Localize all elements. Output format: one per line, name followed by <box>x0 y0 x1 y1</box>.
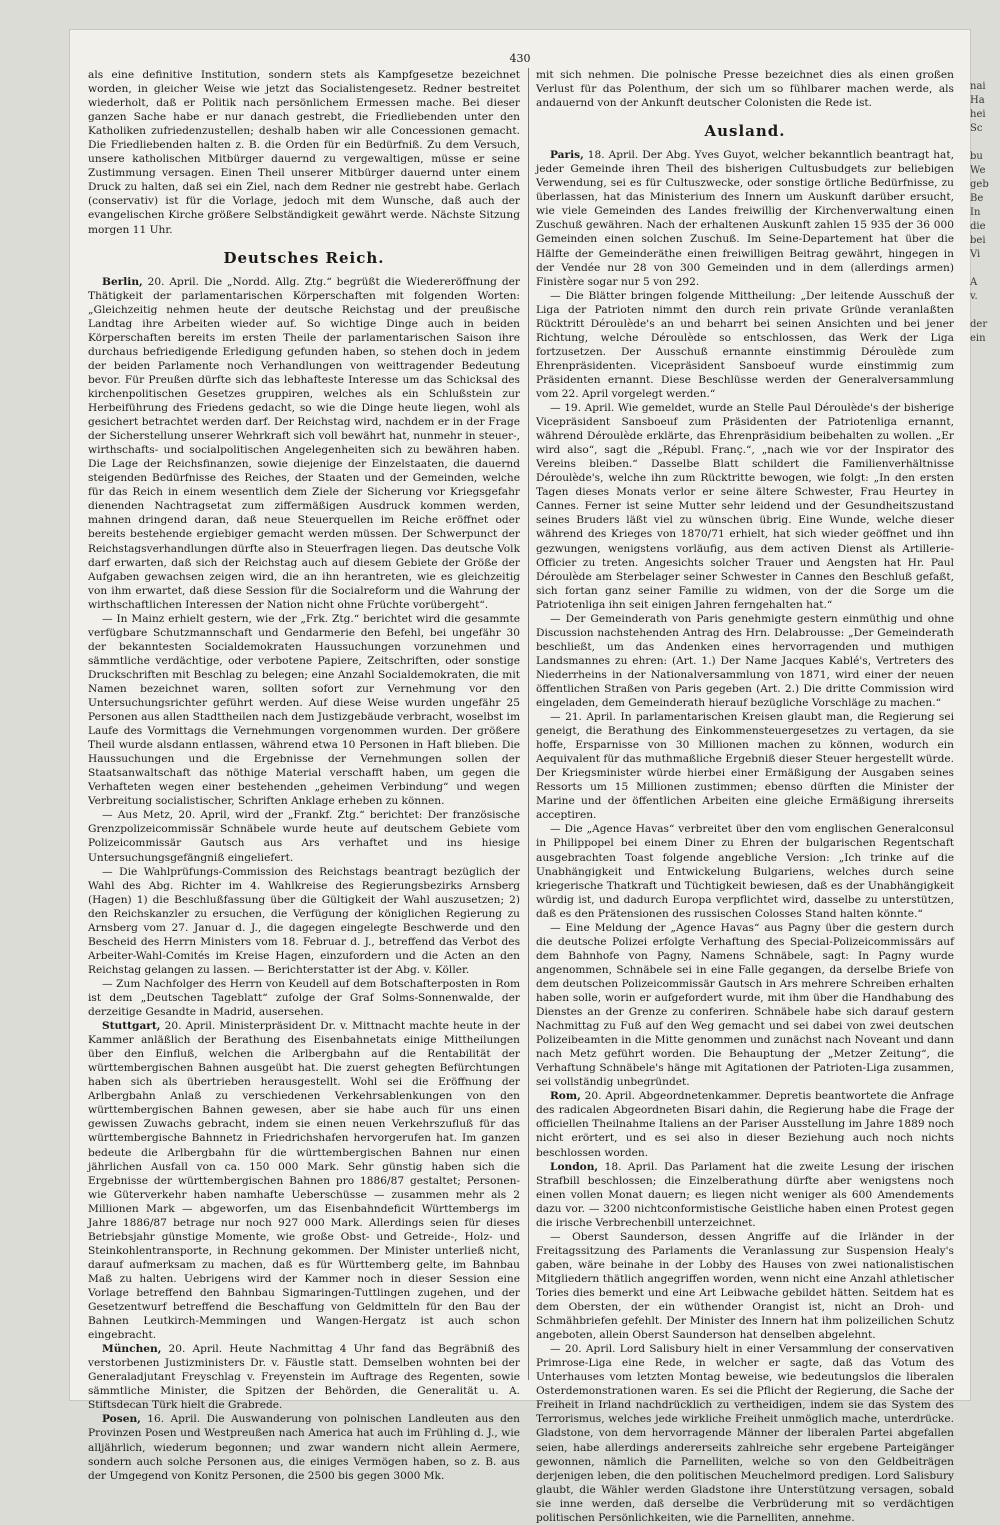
paragraph-text: 20. April. Die „Nordd. Allg. Ztg.“ begrüßt die Wiedereröffnung der Thätigkeit der parlamentarischen Körperschaften mit folgenden Worten: „Gleichzeitig nehmen heute der deutsche Reichstag und der preußische Landtag ihre Arbeiten wieder auf. So wichtige Dinge auch in beiden Körperschaften bereits im ersten Theile der parlamentarischen Saison ihre durchaus befriedigende Erledigung gefunden haben, so stehen doch in jedem der beiden Parlamente noch Verhandlungen von weittragender Bedeutung bevor. Für Preußen dürfte sich das lebhafteste Interesse um das Schicksal des kirchenpolitischen Gesetzes gruppiren, welches als ein Schlußstein zur Herbeiführung des Friedens gedacht, so wie die Dinge heute liegen, wohl als gesichert betrachtet werden darf. Der Reichstag wird, nachdem er in der Frage der Sicherstellung unserer Wehrkraft sich voll bewährt hat, nunmehr in steuer-, wirthschafts- und socialpolitischen Angelegenheiten sich zu bewähren haben. Die Lage der Reichsfinanzen, sowie diejenige der Einzelstaaten, die dauernd steigenden Bedürfnisse des Reiches, der Staaten und der Gemeinden, welche für das Reich in einem wesentlich dem Ziele der Sicherung vor Kriegsgefahr dienenden Nachtragsetat zum ziffermäßigen Ausdruck kommen werden, mahnen dringend daran, daß neue Steuerquellen im Reiche eröffnet oder bereits bestehende ergiebiger gemacht werden müssen. Der Schwerpunct der Reichstagsverhandlungen dürfte also in Steuerfragen liegen. Das deutsche Volk darf erwarten, daß sich der Reichstag auch auf diesem Gebiete der Größe der Aufgaben gewachsen zeigen wird, die an ihn herantreten, wie es gleichzeitig von ihm erwartet, daß diese Session für die Socialreform und die Wahrung der wirthschaftlichen Interessen der Nation nicht ohne Früchte vorübergeht“. <box>88 275 520 611</box>
article-paragraph <box>536 148 954 288</box>
margin-fragment: In <box>970 207 981 218</box>
article-paragraph <box>536 612 954 710</box>
paragraph-text: — 19. April. Wie gemeldet, wurde an Stelle Paul Déroulède's der bisherige Vicepräsident Sansboeuf zum Präsidenten der Patriotenliga ernannt, während Déroulède erklärte, das Ehrenpräsidium beibehalten zu wollen. „Er wird also“, sagt die „Républ. Franç.“, „nach wie vor der Inspirator des Vereins bleiben.“ Dasselbe Blatt schildert die Familienverhältnisse Déroulède's, welche ihn zum Rücktritte bewogen, wie folgt: „In den ersten Tagen dieses Monats verlor er seine ältere Schwester, Frau Heurtey in Cannes. Ferner ist seine Mutter sehr leidend und der Gesundheitszustand seines Bruders läßt viel zu wünschen übrig. Eine Wunde, welche dieser während des Krieges von 1870/71 erhielt, hat sich wieder geöffnet und ihn gezwungen, wenigstens vorläufig, aus dem activen Dienst als Artillerie-Officier zu treten. Angesichts solcher Trauer und Aengsten hat Hr. Paul Déroulède am Sterbelager seiner Schwester in Cannes den Beschluß gefaßt, sich fortan ganz seiner Familie zu widmen, von der die Sorge um die Patriotenliga ihn seit einigen Jahren ferngehalten hat.“ <box>536 402 954 611</box>
paragraph-text: — Die Blätter bringen folgende Mittheilung: „Der leitende Ausschuß der Liga der Patrioten nimmt den durch rein private Gründe veranlaßten Rücktritt Déroulède's an und beharrt bei seinen Ansichten und bei jener Richtung, welche Déroulède so entschlossen, das Werk der Liga fortzusetzen. Der Ausschuß ernannte einstimmig Déroulède zum Ehrenpräsidenten. Vicepräsident Sansboeuf wurde einstimmig zum Präsidenten ernannt. Diese Beschlüsse werden der Generalversammlung vom 22. April vorgelegt werden.“ <box>536 289 954 400</box>
margin-fragment: Be <box>970 193 984 204</box>
margin-fragment: die <box>970 221 986 232</box>
article-paragraph <box>536 710 954 822</box>
dateline-place: Posen, <box>102 1413 141 1426</box>
right-column <box>536 68 954 1524</box>
margin-fragment: nai <box>970 81 986 92</box>
paragraph-text: mit sich nehmen. Die polnische Presse bezeichnet dies als einen großen Verlust für das Polenthum, der sich um so fühlbarer machen werde, als andauernd von der Ankunft deutscher Colonisten die Rede ist. <box>536 69 954 110</box>
paragraph-text: — 21. April. In parlamentarischen Kreisen glaubt man, die Regierung sei geneigt, die Berathung des Einkommensteuergesetzes zu vertagen, da sie hoffe, Ersparnisse von 30 Millionen machen zu können, wodurch ein Aequivalent für das muthmaßliche Ergebniß dieser Steuer hergestellt würde. Der Kriegsminister würde hierbei einer Ermäßigung der Ausgaben seines Ressorts um 15 Millionen zustimmen; ebenso dürften die Minister der Marine und der öffentlichen Arbeiten eine gleiche Ermäßigung ihrerseits acceptiren. <box>536 711 954 822</box>
section-heading: Ausland. <box>704 122 786 141</box>
margin-fragment: hei <box>970 109 986 120</box>
dateline-place: Rom, <box>550 1090 581 1103</box>
paragraph-text: — Aus Metz, 20. April, wird der „Frankf. Ztg.“ berichtet: Der französische Grenzpolizeicommissär Schnäbele wurde heute auf deutschem Gebiete vom Polizeicommissär Gautsch aus Ars verhaftet und ins hiesige Untersuchungsgefängniß eingeliefert. <box>88 809 520 864</box>
article-paragraph <box>88 1412 520 1482</box>
paragraph-text: — Der Gemeinderath von Paris genehmigte gestern einmüthig und ohne Discussion nachstehenden Antrag des Hrn. Delabrousse: „Der Gemeinderath beschließt, um das Andenken eines hervorragenden und muthigen Landsmannes zu ehren: (Art. 1.) Der Name Jacques Kablé's, Vertreters des Niederrheins in der Nationalversammlung von 1871, wird einer der neuen öffentlichen Straßen von Paris gegeben (Art. 2.) Die dritte Commission wird eingeladen, dem Gemeinderath hierauf bezügliche Vorschläge zu machen.“ <box>536 612 954 710</box>
dateline-place: Paris, <box>550 149 584 162</box>
paragraph-text: — Zum Nachfolger des Herrn von Keudell auf dem Botschafterposten in Rom ist dem „Deutschen Tageblatt“ zufolge der Graf Solms-Sonnenwalde, der derzeitige Gesandte in Madrid, ausersehen. <box>88 977 520 1019</box>
article-paragraph <box>88 1019 520 1342</box>
margin-fragment: Sc <box>970 123 983 134</box>
margin-fragment: A <box>970 277 978 288</box>
article-paragraph <box>536 289 954 401</box>
margin-fragment: ein <box>970 333 986 344</box>
dateline-place: Stuttgart, <box>102 1020 161 1033</box>
margin-fragment <box>970 262 1000 276</box>
article-paragraph <box>536 1160 954 1230</box>
margin-fragment: Ha <box>970 95 985 106</box>
article-paragraph <box>536 1230 954 1342</box>
paragraph-text: 18. April. Das Parlament hat die zweite Lesung der irischen Strafbill beschlossen; die Einzelberathung dürfte aber wenigstens noch einen vollen Monat dauern; es liegen nicht weniger als 600 Amendements dazu vor. — 3200 nichtconformistische Geistliche haben einen Protest gegen die irische Verbrechenbill unterzeichnet. <box>536 1160 954 1229</box>
dateline-place: London, <box>550 1160 599 1173</box>
article-paragraph <box>88 808 520 864</box>
paragraph-text: 20. April. Heute Nachmittag 4 Uhr fand das Begräbniß des verstorbenen Justizministers Dr. v. Fäustle statt. Demselben wohnten bei der Generaladjutant Freyschlag v. Freyenstein im Auftrage des Regenten, sowie sämmtliche Minister, die Spitzen der Behörden, die Generalität u. A. Stiftsdecan Türk hielt die Grabrede. <box>88 1343 520 1412</box>
paragraph-text: 20. April. Ministerpräsident Dr. v. Mittnacht machte heute in der Kammer anläßlich der Berathung des Eisenbahnetats einige Mittheilungen über den Einfluß, welchen die Arlbergbahn auf die Rentabilität der württembergischen Bahnen ausgeübt hat. Die zuerst gehegten Befürchtungen haben sich als übertrieben herausgestellt. Wohl sei die Eröffnung der Arlbergbahn Anlaß zu verschiedenen Verkehrsablenkungen von den württembergischen Bahnen gewesen, aber sie habe auch für uns einen gewissen Zuwachs gebracht, indem sie einen neuen Verkehrszufluß für das württembergische Bahnnetz in Friedrichshafen hervorgerufen hat. Im ganzen bedeute die Arlbergbahn für die württembergischen Bahnen nur einen jährlichen Ausfall von ca. 150 000 Mark. Sehr günstig haben sich die Ergebnisse der württembergischen Bahnen pro 1886/87 gestaltet; Personen- wie Güterverkehr haben namhafte Ueberschüsse — zusammen mehr als 2 Millionen Mark — abgeworfen, um das Eisenbahndeficit Württembergs im Jahre 1886/87 betrage nur noch 927 000 Mark. Allerdings seien für dieses Betriebsjahr günstige Momente, wie große Obst- und Getreide-, Holz- und Steinkohlentransporte, in Rechnung gekommen. Der Minister unterließ nicht, darauf aufmerksam zu machen, daß es für Württemberg gelte, im Bahnbau Maß zu halten. Uebrigens wird der Kammer noch in dieser Session eine Vorlage betreffend den Bahnbau Sigmaringen-Tuttlingen zugehen, und der Gesetzentwurf betreffend die Beschaffung von Geldmitteln für den Bau der Bahnen Leutkirch-Memmingen und Wangen-Hergatz ist auch schon eingebracht. <box>88 1020 520 1342</box>
margin-fragment: We <box>970 165 986 176</box>
section-heading: Deutsches Reich. <box>223 248 385 267</box>
left-column <box>88 68 521 1482</box>
dateline-place: München, <box>102 1343 162 1356</box>
article-paragraph <box>88 1342 520 1412</box>
article-paragraph <box>88 275 520 612</box>
article-paragraph <box>88 68 520 237</box>
article-paragraph <box>88 612 520 809</box>
page-number: 430 <box>509 52 531 65</box>
paragraph-text: — In Mainz erhielt gestern, wie der „Frk. Ztg.“ berichtet wird die gesammte verfügbare Schutzmannschaft und Gendarmerie den Befehl, bei ungefähr 30 der bekanntesten Socialdemokraten Haussuchungen vorzunehmen und sämmtliche verdächtige, oder verbotene Papiere, Zeitschriften, oder sonstige Druckschriften mit Beschlag zu belegen; eine Anzahl Socialdemokraten, die mit Namen bezeichnet waren, sollten sofort zur Vernehmung vor den Untersuchungsrichter geführt werden. Auf diese Weise wurden ungefähr 25 Personen aus allen Stadttheilen nach dem Justizgebäude verbracht, woselbst im Laufe des Vormittags die Vernehmungen vorgenommen wurden. Der größere Theil wurde alsdann entlassen, während etwa 10 Personen in Haft blieben. Die Haussuchungen und die Ergebnisse der Vernehmungen sollen der Staatsanwaltschaft das nöthige Material verschafft haben, um gegen die Verhafteten wegen einer bestehenden „geheimen Verbindung“ und wegen Verbreitung socialistischer, Schriften Anklage erheben zu können. <box>88 612 520 808</box>
dateline-place: Berlin, <box>102 275 143 288</box>
article-paragraph <box>88 977 520 1019</box>
paragraph-text: — Die „Agence Havas“ verbreitet über den vom englischen Generalconsul in Philippopel bei einem Diner zu Ehren der bulgarischen Regentschaft ausgebrachten Toast folgende angebliche Version: „Ich trinke auf die Unabhängigkeit und Entwickelung Bulgariens, welches durch seine kriegerische Thatkraft und Tüchtigkeit bewiesen, daß es der Unabhängigkeit würdig ist, und dadurch Europa verpflichtet wird, dasselbe zu unterstützen, daß es den Prätensionen des russischen Colosses Stand halten könnte.“ <box>536 823 954 920</box>
margin-fragment <box>970 136 1000 150</box>
article-paragraph <box>536 1089 954 1159</box>
margin-fragment: Vi <box>970 249 981 260</box>
article-paragraph <box>536 822 954 920</box>
newspaper-page <box>70 30 970 1524</box>
article-paragraph <box>536 68 954 110</box>
paragraph-text: — Die Wahlprüfungs-Commission des Reichstags beantragt bezüglich der Wahl des Abg. Richter im 4. Wahlkreise des Regierungsbezirks Arnsberg (Hagen) 1) die Beschlußfassung über die Gültigkeit der Wahl auszusetzen; 2) den Reichskanzler zu ersuchen, die Verfügung der königlichen Regierung zu Arnsberg vom 27. Januar d. J., die dagegen eingelegte Beschwerde und den Bescheid des Herrn Ministers vom 18. Februar d. J., betreffend das Verbot des Arbeiter-Wahl-Comités im Kreise Hagen, einzufordern und die Acten an den Reichstag gelangen zu lassen. — Berichterstatter ist der Abg. v. Köller. <box>88 865 520 976</box>
article-paragraph <box>536 1342 954 1525</box>
margin-fragment <box>970 304 1000 318</box>
margin-fragment: v. <box>970 291 978 302</box>
paragraph-text: als eine definitive Institution, sondern stets als Kampfgesetze bezeichnet worden, in gleicher Weise wie jetzt das Socialistengesetz. Redner bestreitet wiederholt, daß er Politik nach persönlichem Ermessen mache. Bei dieser ganzen Sache habe er nur danach gestrebt, die Friedliebenden unter den Katholiken zufriedenzustellen; deshalb haben wir alle Concessionen gemacht. Die Friedliebenden halten z. B. die Orden für ein Bedürfniß. Zu dem Versuch, unsere katholischen Mitbürger dauernd zu vergewaltigen, müsse er seine Zustimmung versagen. Einen Theil unserer Mitbürger dauernd unter einem Druck zu halten, daß sei ein Ziel, nach dem Redner nie gestrebt habe. Gerlach (conservativ) ist für die Vorlage, jedoch mit dem Wunsche, daß auch der evangelischen Kirche größere Selbständigkeit gewährt werde. Nächste Sitzung morgen 11 Uhr. <box>88 69 520 236</box>
article-paragraph <box>536 401 954 612</box>
margin-fragment: bei <box>970 235 986 246</box>
article-paragraph <box>536 921 954 1090</box>
paragraph-text: 16. April. Die Auswanderung von polnischen Landleuten aus den Provinzen Posen und Westpreußen nach America hat auch im Frühling d. J., wie alljährlich, wiederum begonnen; und zwar wandern nicht allein Aermere, sondern auch solche Personen aus, die einiges Vermögen haben, so z. B. aus der Umgegend von Konitz Personen, die 2500 bis gegen 3000 Mk. <box>88 1413 521 1482</box>
paragraph-text: — Oberst Saunderson, dessen Angriffe auf die Irländer in der Freitagssitzung des Parlaments die Veranlassung zur Suspension Healy's gaben, wäre beinahe in der Lobby des Hauses von zwei nationalistischen Mitgliedern thätlich angegriffen worden, wenn nicht eine Anzahl athletischer Tories dies bemerkt und eine Art Leibwache gebildet hätten. Seitdem hat es dem Obersten, der ein wüthender Orangist ist, nicht an Droh- und Schmähbriefen gefehlt. Der Minister des Innern hat ihm polizeilichen Schutz angeboten, allein Oberst Saunderson hat denselben abgelehnt. <box>536 1230 954 1342</box>
adjacent-page-margin <box>970 80 1000 1525</box>
margin-fragment: der <box>970 319 988 330</box>
margin-fragment: geb <box>970 179 989 190</box>
column-divider <box>528 68 529 1380</box>
paragraph-text: — Eine Meldung der „Agence Havas“ aus Pagny über die gestern durch die deutsche Polizei erfolgte Verhaftung des Special-Polizeicommissärs auf dem Bahnhofe von Pagny, Namens Schnäbele, sagt: In Pagny wurde angenommen, Schnäbele sei in eine Falle gegangen, da derselbe Briefe von dem deutschen Polizeicommissär Gautsch in Ars mehrere Schreiben erhalten haben solle, worin er aufgefordert wurde, mit ihm über die Handhabung des Dienstes an der Grenze zu conferiren. Schnäbele habe sich darauf gestern Nachmittag zu Fuß auf den Weg gemacht und sei dabei von zwei deutschen Polizeibeamten in die Mitte genommen und zunächst nach Noveant und dann nach Metz geführt worden. Die Behauptung der „Metzer Zeitung“, die Verhaftung Schnäbele's hänge mit Agitationen der Patrioten-Liga zusammen, sei vollständig unbegründet. <box>536 921 954 1089</box>
paragraph-text: 18. April. Der Abg. Yves Guyot, welcher bekanntlich beantragt hat, jeder Gemeinde ihren Theil des bisherigen Cultusbudgets zur beliebigen Verwendung, sei es für Cultuszwecke, oder sonstige örtliche Bedürfnisse, zu überlassen, hat das Ministerium des Innern um Auskunft darüber ersucht, wie viele Gemeinden des Landes freiwillig der Kirchenverwaltung einen Zuschuß gewähren. Nach der erhaltenen Auskunft zahlen 15 935 der 36 000 Gemeinden einen solchen Zuschuß. Im Seine-Departement hat über die Hälfte der Gemeinderäthe einen freiwilligen Beitrag gewährt, hingegen in der Vendée nur 28 von 300 Gemeinden und in dem (allerdings armen) Finistère sogar nur 5 von 292. <box>536 149 954 288</box>
margin-fragment: bu <box>970 151 983 162</box>
paragraph-text: — 20. April. Lord Salisbury hielt in einer Versammlung der conservativen Primrose-Liga eine Rede, in welcher er sagte, daß das Votum des Unterhauses vom letzten Montag beweise, wie bedeutungslos die liberalen Osterdemonstrationen waren. Es sei die Pflicht der Regierung, die Sache der Freiheit in Irland nachdrücklich zu vertheidigen, indem sie das System des Terrorismus, welches jede wirkliche Freiheit unmöglich mache, unterdrücke. Gladstone, von dem hervorragende Männer der liberalen Partei abgefallen seien, habe allerdings andererseits zahlreiche sehr ergebene Parteigänger gewonnen, nämlich die Parnelliten, welche so von den Geldbeiträgen derjenigen leben, die den politischen Meuchelmord predigen. Lord Salisbury glaubt, die Wähler werden Gladstone ihre Unterstützung versagen, sobald sie inne werden, daß derselbe die Verbrüderung mit so verdächtigen politischen Persönlichkeiten, wie die Parnelliten, annehme. <box>536 1343 954 1524</box>
article-paragraph <box>88 865 520 977</box>
paragraph-text: 20. April. Abgeordnetenkammer. Depretis beantwortete die Anfrage des radicalen Abgeordneten Bisari dahin, die Regierung habe die Frage der officiellen Theilnahme Italiens an der Pariser Ausstellung im Jahre 1889 noch nicht erörtert, und es sei also in dieser Beziehung auch noch nichts beschlossen worden. <box>536 1090 954 1159</box>
